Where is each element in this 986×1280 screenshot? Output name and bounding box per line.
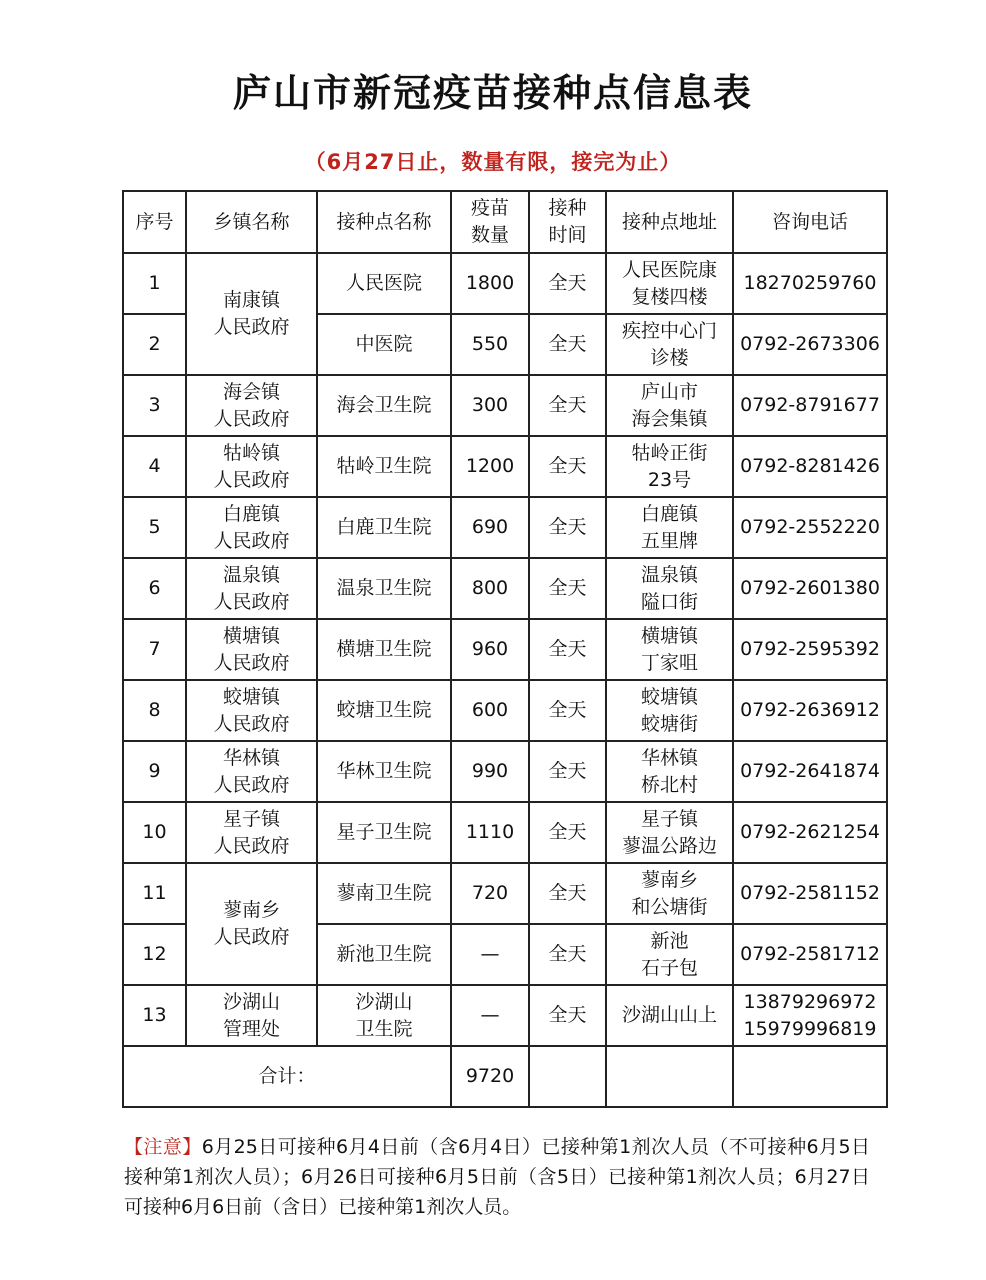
row-phone: 0792-8791677 [733,375,887,436]
table-row [123,985,887,1046]
row-phone: 0792-2636912 [733,680,887,741]
row-addr: 华林镇 桥北村 [606,741,733,802]
row-time: 全天 [529,802,606,863]
row-no: 5 [123,497,186,558]
table-row [123,680,887,741]
row-time: 全天 [529,924,606,985]
row-no: 12 [123,924,186,985]
row-addr: 蓼南乡 和公塘街 [606,863,733,924]
header-qty: 疫苗 数量 [451,191,529,253]
total-empty-phone [733,1046,887,1107]
row-site: 中医院 [317,314,451,375]
row-time: 全天 [529,558,606,619]
table-row [123,863,887,924]
row-time: 全天 [529,314,606,375]
row-qty: 960 [451,619,529,680]
row-time: 全天 [529,741,606,802]
row-qty: — [451,924,529,985]
row-time: 全天 [529,680,606,741]
page-subtitle: （6月27日止，数量有限，接完为止） [304,150,682,174]
row-site: 星子卫生院 [317,802,451,863]
row-phone: 0792-2552220 [733,497,887,558]
row-town: 白鹿镇 人民政府 [186,497,317,558]
row-site: 牯岭卫生院 [317,436,451,497]
row-phone: 0792-2601380 [733,558,887,619]
row-phone: 0792-2581152 [733,863,887,924]
row-town: 蛟塘镇 人民政府 [186,680,317,741]
table-total-row [123,1046,887,1107]
row-site: 温泉卫生院 [317,558,451,619]
header-site: 接种点名称 [317,191,451,253]
row-phone: 0792-2641874 [733,741,887,802]
row-town: 海会镇 人民政府 [186,375,317,436]
row-no: 7 [123,619,186,680]
row-addr: 温泉镇 隘口街 [606,558,733,619]
total-label: 合计： [123,1046,451,1107]
row-qty: 1800 [451,253,529,314]
row-phone: 13879296972 15979996819 [733,985,887,1046]
row-time: 全天 [529,253,606,314]
row-addr: 疾控中心门 诊楼 [606,314,733,375]
table-row [123,619,887,680]
table-row [123,436,887,497]
row-town: 南康镇 人民政府 [186,253,317,375]
total-qty: 9720 [451,1046,529,1107]
row-no: 6 [123,558,186,619]
row-site: 蛟塘卫生院 [317,680,451,741]
row-time: 全天 [529,497,606,558]
row-qty: 600 [451,680,529,741]
row-addr: 庐山市 海会集镇 [606,375,733,436]
row-no: 4 [123,436,186,497]
row-no: 10 [123,802,186,863]
row-qty: — [451,985,529,1046]
page-title: 庐山市新冠疫苗接种点信息表 [232,70,753,115]
table-row [123,558,887,619]
row-time: 全天 [529,436,606,497]
row-qty: 990 [451,741,529,802]
row-site: 人民医院 [317,253,451,314]
row-site: 华林卫生院 [317,741,451,802]
row-qty: 1200 [451,436,529,497]
notice-tag: 【注意】 [124,1136,202,1158]
row-qty: 550 [451,314,529,375]
row-addr: 牯岭正街 23号 [606,436,733,497]
row-addr: 横塘镇 丁家咀 [606,619,733,680]
table-row [123,253,887,314]
row-no: 8 [123,680,186,741]
notice-body: 6月25日可接种6月4日前（含6月4日）已接种第1剂次人员（不可接种6月5日接种第1剂次人员）；6月26日可接种6月5日前（含5日）已接种第1剂次人员；6月27日可接种6月6日前（含日）已接种第1剂次人员。 [124,1136,870,1218]
row-no: 1 [123,253,186,314]
row-phone: 0792-2581712 [733,924,887,985]
row-time: 全天 [529,375,606,436]
row-town: 华林镇 人民政府 [186,741,317,802]
table-header-row [123,191,887,253]
header-no: 序号 [123,191,186,253]
row-site: 白鹿卫生院 [317,497,451,558]
row-town: 星子镇 人民政府 [186,802,317,863]
row-no: 9 [123,741,186,802]
table-row [123,802,887,863]
row-town: 横塘镇 人民政府 [186,619,317,680]
row-town: 牯岭镇 人民政府 [186,436,317,497]
row-no: 3 [123,375,186,436]
row-qty: 300 [451,375,529,436]
row-qty: 800 [451,558,529,619]
header-town: 乡镇名称 [186,191,317,253]
row-phone: 0792-2621254 [733,802,887,863]
row-town: 蓼南乡 人民政府 [186,863,317,985]
row-site: 横塘卫生院 [317,619,451,680]
header-time: 接种 时间 [529,191,606,253]
row-phone: 0792-2595392 [733,619,887,680]
row-no: 11 [123,863,186,924]
total-empty-time [529,1046,606,1107]
row-town: 温泉镇 人民政府 [186,558,317,619]
row-addr: 沙湖山山上 [606,985,733,1046]
row-time: 全天 [529,863,606,924]
row-addr: 星子镇 蓼温公路边 [606,802,733,863]
row-addr: 蛟塘镇 蛟塘街 [606,680,733,741]
row-addr: 新池 石子包 [606,924,733,985]
notice-text [124,1132,870,1222]
row-qty: 1110 [451,802,529,863]
row-phone: 0792-8281426 [733,436,887,497]
row-qty: 690 [451,497,529,558]
vaccination-sites-table [122,190,888,1108]
row-time: 全天 [529,619,606,680]
header-addr: 接种点地址 [606,191,733,253]
row-no: 13 [123,985,186,1046]
row-town: 沙湖山 管理处 [186,985,317,1046]
row-site: 沙湖山 卫生院 [317,985,451,1046]
row-qty: 720 [451,863,529,924]
row-site: 蓼南卫生院 [317,863,451,924]
table-row [123,375,887,436]
row-phone: 18270259760 [733,253,887,314]
row-addr: 白鹿镇 五里牌 [606,497,733,558]
total-empty-addr [606,1046,733,1107]
table-row [123,497,887,558]
row-time: 全天 [529,985,606,1046]
table-row [123,741,887,802]
row-no: 2 [123,314,186,375]
row-site: 海会卫生院 [317,375,451,436]
row-addr: 人民医院康 复楼四楼 [606,253,733,314]
row-phone: 0792-2673306 [733,314,887,375]
row-site: 新池卫生院 [317,924,451,985]
header-phone: 咨询电话 [733,191,887,253]
